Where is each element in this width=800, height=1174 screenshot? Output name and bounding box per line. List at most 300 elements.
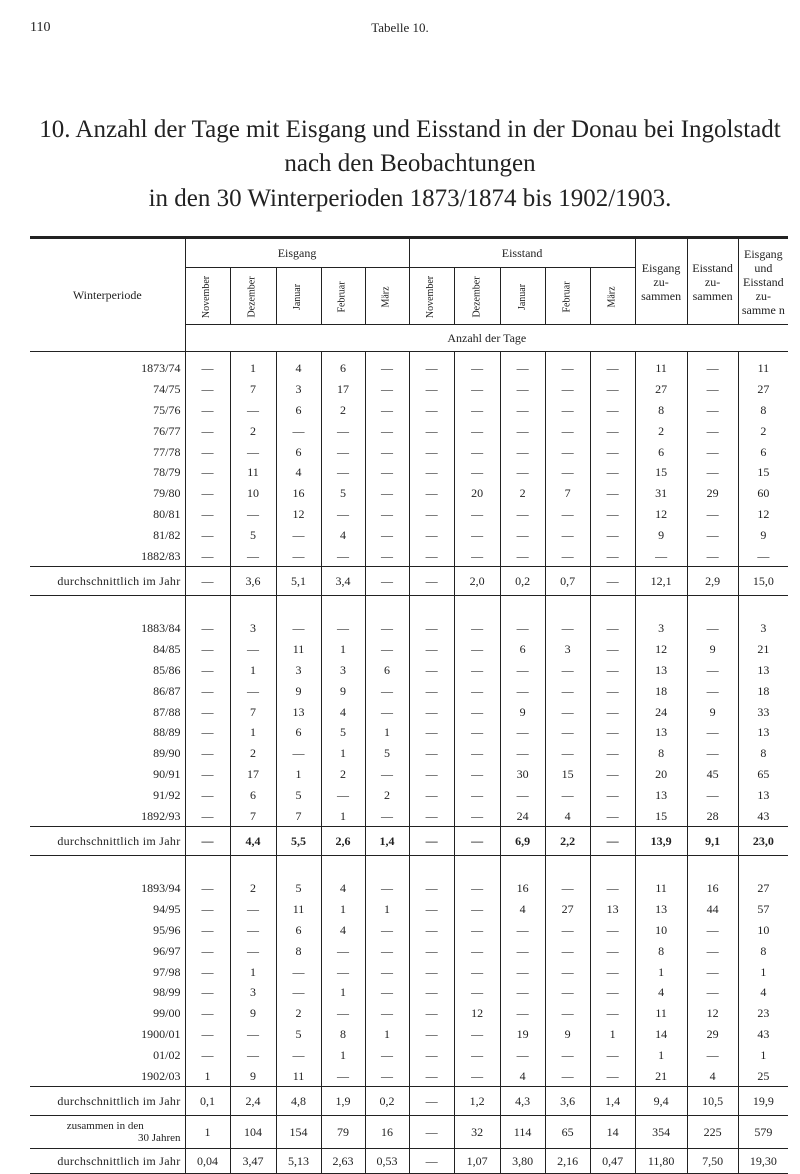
table-cell: 13 [738,722,788,743]
table-cell: 3,47 [230,1148,276,1173]
table-cell: — [276,420,321,441]
table-cell: — [409,400,454,421]
table-cell: 5 [321,483,365,504]
table-cell: — [409,483,454,504]
table-cell: 12 [738,504,788,525]
table-cell: — [500,358,545,379]
table-cell: — [454,764,500,785]
table-cell: — [185,826,230,855]
table-cell: — [590,400,635,421]
table-cell: — [321,545,365,566]
table-row [30,545,788,566]
table-cell: 579 [738,1115,788,1148]
table-cell: — [230,545,276,566]
table-cell: — [365,961,409,982]
table-cell: 4 [635,982,687,1003]
table-cell: — [365,920,409,941]
table-row [30,982,788,1003]
table-cell: 14 [635,1024,687,1045]
table-cell: — [545,940,590,961]
table-cell: — [590,680,635,701]
table-cell: — [230,400,276,421]
table-cell: — [454,899,500,920]
table-cell: 27 [738,878,788,899]
table-row [30,483,788,504]
table-cell: — [409,982,454,1003]
table-cell: 13,9 [635,826,687,855]
table-cell: — [500,379,545,400]
table-cell: — [545,680,590,701]
table-cell: 7 [545,483,590,504]
table-cell: — [454,1024,500,1045]
table-subtitle-period: in den 30 Winterperioden 1873/1874 bis 1902/1903. [148,185,672,212]
table-cell: — [590,441,635,462]
table-cell: 1 [365,722,409,743]
average-row [30,1086,788,1115]
table-cell: 7,50 [687,1148,738,1173]
table-cell: 44 [687,899,738,920]
row-label: 1882/83 [141,548,181,563]
table-cell: 11 [230,462,276,483]
table-cell: — [500,920,545,941]
table-cell: — [687,680,738,701]
table-cell: 19 [500,1024,545,1045]
table-cell: 15 [635,805,687,826]
table-cell: — [230,680,276,701]
table-row [30,1003,788,1024]
table-cell: — [409,660,454,681]
table-cell: — [500,420,545,441]
row-label: 1883/84 [141,621,181,636]
table-cell: — [500,1003,545,1024]
table-cell: 12 [276,504,321,525]
table-cell: — [454,545,500,566]
table-cell: 8 [635,400,687,421]
table-cell: 17 [321,379,365,400]
table-cell: 0,47 [590,1148,635,1173]
table-cell: 9 [230,1065,276,1086]
table-cell: 13 [635,660,687,681]
table-cell: — [545,920,590,941]
table-cell: 104 [230,1115,276,1148]
table-cell: 1,4 [365,826,409,855]
table-cell: — [687,420,738,441]
row-label: 75/76 [153,402,181,417]
table-cell: — [185,961,230,982]
table-cell: 1 [185,1115,230,1148]
table-cell: 1 [635,961,687,982]
table-cell: — [321,504,365,525]
table-cell: — [365,358,409,379]
table-cell: 4 [321,920,365,941]
row-label: 98/99 [153,985,181,1000]
table-cell: 4,4 [230,826,276,855]
table-cell: 11 [738,358,788,379]
table-cell: 2 [738,420,788,441]
col-header-month: Dezember [230,268,276,325]
table-cell: — [454,680,500,701]
table-cell: 3 [738,618,788,639]
table-row [30,722,788,743]
table-cell: 25 [738,1065,788,1086]
table-cell: 16 [500,878,545,899]
grand-average-row [30,1148,788,1173]
table-cell: 3,4 [321,566,365,595]
table-cell: — [687,504,738,525]
table-cell: 13 [738,784,788,805]
row-label: durchschnittlich im Jahr [30,1148,185,1173]
row-label: 1892/93 [141,808,181,823]
table-cell: — [500,1044,545,1065]
table-cell: 114 [500,1115,545,1148]
table-cell: 12 [635,639,687,660]
table-cell: 9 [276,680,321,701]
row-label: 95/96 [153,922,181,937]
table-cell: — [545,618,590,639]
table-cell: 6,9 [500,826,545,855]
table-cell: 2,9 [687,566,738,595]
table-cell: — [454,701,500,722]
table-cell: — [590,784,635,805]
table-cell: — [687,961,738,982]
table-cell: 7 [276,805,321,826]
table-cell: — [454,639,500,660]
table-cell: — [687,982,738,1003]
table-cell: 4,3 [500,1086,545,1115]
table-cell: 31 [635,483,687,504]
row-label: 81/82 [153,527,181,542]
table-cell: — [321,1003,365,1024]
table-cell: 3 [230,618,276,639]
table-cell: — [687,400,738,421]
table-cell: 1 [321,982,365,1003]
table-cell: — [545,743,590,764]
table-cell: 4 [321,524,365,545]
table-cell: — [590,722,635,743]
table-subtitle: nach den Beobachtungen [284,150,536,177]
table-cell: 79 [321,1115,365,1148]
table-cell: 0,7 [545,566,590,595]
table-cell: — [590,379,635,400]
table-cell: 13 [738,660,788,681]
col-group-eisstand: Eisstand [409,238,635,268]
table-cell: 4 [687,1065,738,1086]
table-cell: 5,1 [276,566,321,595]
table-cell: 9 [687,639,738,660]
row-label: durchschnittlich im Jahr [30,566,185,595]
table-cell: 1 [365,1024,409,1045]
table-row [30,878,788,899]
table-cell: — [409,1044,454,1065]
table-cell: — [185,722,230,743]
table-cell: 2,16 [545,1148,590,1173]
table-cell: 1 [635,1044,687,1065]
col-header-month: Februar [545,268,590,325]
table-cell: 13 [635,722,687,743]
table-row [30,379,788,400]
table-cell: — [545,982,590,1003]
col-header-eisstand-sum: Eisstand zu- sammen [687,238,738,325]
table-cell: — [545,1003,590,1024]
table-cell: — [409,1086,454,1115]
table-cell: — [276,524,321,545]
table-cell: — [590,826,635,855]
table-cell: — [409,358,454,379]
table-cell: 15 [545,764,590,785]
table-row [30,701,788,722]
table-cell: — [590,743,635,764]
table-cell: — [185,743,230,764]
table-cell: — [590,982,635,1003]
table-cell: 65 [545,1115,590,1148]
table-cell: — [687,618,738,639]
table-cell: 4 [321,878,365,899]
table-title: 10. Anzahl der Tage mit Eisgang und Eisstand in der Donau bei Ingolstadt [39,116,781,143]
table-cell: — [409,1003,454,1024]
table-cell: — [454,379,500,400]
table-row [30,660,788,681]
table-cell: — [185,618,230,639]
table-cell: — [185,660,230,681]
table-cell: — [365,618,409,639]
table-cell: — [409,920,454,941]
table-cell: — [185,1024,230,1045]
table-cell: 8 [738,743,788,764]
table-cell: 2,0 [454,566,500,595]
table-cell: 8 [738,940,788,961]
table-cell: — [365,524,409,545]
table-cell: 354 [635,1115,687,1148]
table-cell: — [185,878,230,899]
table-cell: — [500,545,545,566]
col-header-month: November [409,268,454,325]
table-cell: 9 [545,1024,590,1045]
table-cell: — [590,462,635,483]
table-cell: — [409,878,454,899]
spacer-row [30,855,788,878]
table-cell: — [185,701,230,722]
table-cell: 6 [500,639,545,660]
table-cell: — [365,400,409,421]
row-label: 01/02 [153,1047,181,1062]
table-cell: — [687,358,738,379]
table-cell: — [230,639,276,660]
table-cell: 11 [276,639,321,660]
table-row [30,743,788,764]
table-cell: 27 [545,899,590,920]
table-cell: — [321,441,365,462]
table-cell: 14 [590,1115,635,1148]
table-cell: — [409,504,454,525]
table-cell: 10 [635,920,687,941]
table-cell: 4 [276,462,321,483]
table-cell: 23,0 [738,826,788,855]
table-cell: 45 [687,764,738,785]
table-cell: — [409,524,454,545]
table-cell: 30 [500,764,545,785]
table-cell: 2 [635,420,687,441]
table-cell: 3,6 [230,566,276,595]
table-cell: 4 [500,1065,545,1086]
row-label: 1893/94 [141,881,181,896]
table-cell: 32 [454,1115,500,1148]
table-cell: 5 [365,743,409,764]
table-cell: — [687,722,738,743]
table-cell: — [409,441,454,462]
table-cell: — [276,618,321,639]
table-row [30,462,788,483]
table-cell: 8 [635,743,687,764]
table-cell: 10 [738,920,788,941]
table-cell: — [687,784,738,805]
col-header-month: März [365,268,409,325]
table-cell: — [230,940,276,961]
table-cell: 10 [230,483,276,504]
table-cell: — [454,940,500,961]
table-cell: 13 [635,899,687,920]
table-cell: — [590,358,635,379]
table-cell: 17 [230,764,276,785]
table-cell: — [230,1024,276,1045]
table-cell: — [365,982,409,1003]
table-cell: — [409,826,454,855]
table-cell: 1 [590,1024,635,1045]
table-cell: — [185,483,230,504]
table-cell: — [365,566,409,595]
row-label: durchschnittlich im Jahr [30,826,185,855]
table-cell: 225 [687,1115,738,1148]
table-cell: — [185,545,230,566]
table-cell: — [454,420,500,441]
average-row [30,566,788,595]
table-cell: — [500,784,545,805]
table-cell: 9 [321,680,365,701]
table-cell: 2,63 [321,1148,365,1173]
table-cell: 9 [230,1003,276,1024]
table-cell: — [409,961,454,982]
row-label: 88/89 [153,725,181,740]
table-cell: — [590,504,635,525]
table-cell: 1 [230,961,276,982]
table-cell: — [454,878,500,899]
running-header: Tabelle 10. [371,20,429,35]
table-cell: 60 [738,483,788,504]
table-cell: — [409,462,454,483]
row-label: 99/00 [153,1006,181,1021]
table-cell: 2 [500,483,545,504]
table-cell: 3 [276,379,321,400]
table-cell: 3 [230,982,276,1003]
table-cell: — [365,462,409,483]
table-cell: — [545,358,590,379]
table-row [30,784,788,805]
table-cell: — [590,1044,635,1065]
table-cell: — [276,982,321,1003]
table-cell: — [590,1003,635,1024]
table-cell: 2,4 [230,1086,276,1115]
table-cell: 57 [738,899,788,920]
table-cell: — [365,504,409,525]
table-cell: — [365,764,409,785]
table-row [30,940,788,961]
table-cell: 1 [230,660,276,681]
table-cell: 5 [276,878,321,899]
table-cell: — [454,1044,500,1065]
table-cell: — [500,524,545,545]
spacer-row [30,595,788,618]
table-row [30,920,788,941]
table-cell: — [454,400,500,421]
table-cell: — [365,940,409,961]
table-cell: — [230,1044,276,1065]
table-cell: 6 [276,722,321,743]
table-cell: 2 [321,400,365,421]
table-cell: — [500,961,545,982]
table-cell: — [454,805,500,826]
table-cell: — [230,920,276,941]
table-cell: — [185,358,230,379]
table-cell: — [687,379,738,400]
table-cell: 65 [738,764,788,785]
row-label: 77/78 [153,444,181,459]
table-cell: — [409,940,454,961]
table-cell: 24 [500,805,545,826]
table-cell: 1 [230,358,276,379]
table-row [30,441,788,462]
table-cell: 9,4 [635,1086,687,1115]
table-cell: 1 [276,764,321,785]
table-cell: — [454,618,500,639]
table-cell: 43 [738,805,788,826]
table-cell: — [321,618,365,639]
table-cell: — [454,920,500,941]
table-cell: — [185,420,230,441]
table-cell: — [276,961,321,982]
table-cell: — [590,805,635,826]
table-cell: 1 [321,805,365,826]
table-cell: — [185,940,230,961]
table-cell: 3,6 [545,1086,590,1115]
table-row [30,805,788,826]
table-cell: 16 [365,1115,409,1148]
table-cell: 7 [230,379,276,400]
table-cell: 13 [635,784,687,805]
table-cell: — [365,878,409,899]
table-row [30,420,788,441]
table-cell: 4 [276,358,321,379]
table-cell: — [590,483,635,504]
table-cell: — [454,743,500,764]
table-cell: 0,2 [500,566,545,595]
col-group-eisgang: Eisgang [185,238,409,268]
table-cell: 1,9 [321,1086,365,1115]
table-cell: 19,9 [738,1086,788,1115]
table-cell: 9 [635,524,687,545]
table-cell: — [185,920,230,941]
table-cell: 6 [738,441,788,462]
table-cell: 4 [500,899,545,920]
table-cell: 12,1 [635,566,687,595]
table-cell: — [454,982,500,1003]
average-row [30,826,788,855]
table-cell: — [590,524,635,545]
table-cell: — [687,545,738,566]
table-cell: — [454,524,500,545]
table-cell: — [185,524,230,545]
row-label: 85/86 [153,662,181,677]
table-cell: — [590,618,635,639]
col-header-month: Februar [321,268,365,325]
